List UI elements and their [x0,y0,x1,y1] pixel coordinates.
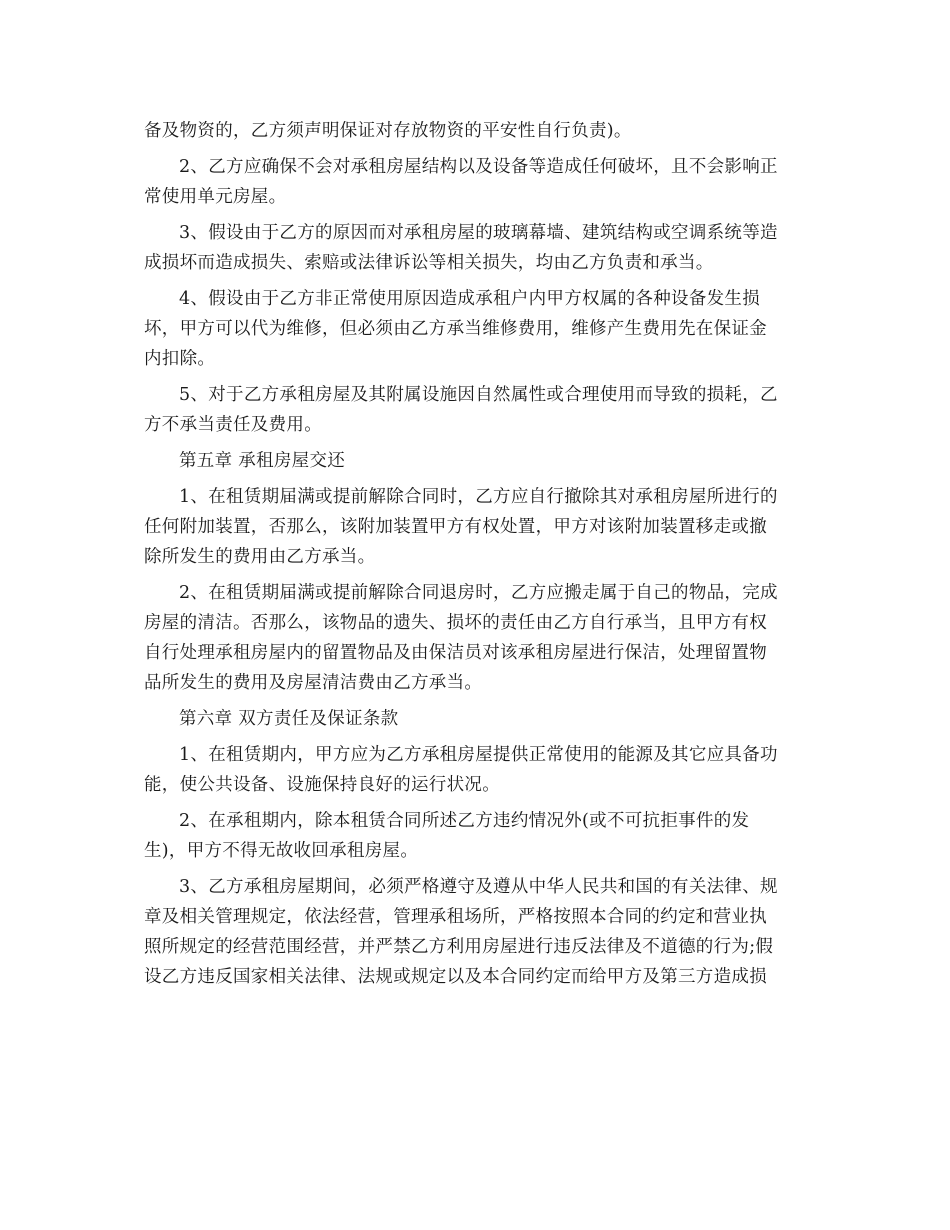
text-line: 设乙方违反国家相关法律、法规或规定以及本合同约定而给甲方及第三方造成损 [144,967,767,987]
text-line: 照所规定的经营范围经营，并严禁乙方利用房屋进行违反法律及不道德的行为;假 [144,937,774,957]
text-line: 备及物资的，乙方须声明保证对存放物资的平安性自行负责)。 [144,121,632,141]
text-line: 成损坏而造成损失、索赔或法律诉讼等相关损失，均由乙方负责和承当。 [144,253,714,273]
text-line: 3、乙方承租房屋期间，必须严格遵守及遵从中华人民共和国的有关法律、规 [179,877,778,897]
text-line: 生)，甲方不得无故收回承租房屋。 [144,841,419,861]
chapter-heading: 第六章 双方责任及保证条款 [179,709,399,729]
text-line: 2、在租赁期届满或提前解除合同退房时，乙方应搬走属于自己的物品，完成 [179,583,778,603]
text-line: 常使用单元房屋。 [144,187,287,207]
text-line: 4、假设由于乙方非正常使用原因造成承租户内甲方权属的各种设备发生损 [179,289,761,309]
text-line: 内扣除。 [144,349,216,369]
text-line: 房屋的清洁。否那么，该物品的遗失、损坏的责任由乙方自行承当，且甲方有权 [144,613,767,633]
text-line: 5、对于乙方承租房屋及其附属设施因自然属性或合理使用而导致的损耗，乙 [179,385,778,405]
text-line: 自行处理承租房屋内的留置物品及由保洁员对该承租房屋进行保洁，处理留置物 [144,643,767,663]
document-body [144,116,808,992]
text-line: 任何附加装置，否那么，该附加装置甲方有权处置，甲方对该附加装置移走或撤 [144,517,767,537]
text-line: 1、在租赁期届满或提前解除合同时，乙方应自行撤除其对承租房屋所进行的 [179,487,778,507]
text-line: 除所发生的费用由乙方承当。 [144,547,376,567]
text-line: 能，使公共设备、设施保持良好的运行状况。 [144,775,500,795]
chapter-heading: 第五章 承租房屋交还 [179,451,346,471]
text-line: 章及相关管理规定，依法经营，管理承租场所，严格按照本合同的约定和营业执 [144,907,767,927]
text-line: 1、在租赁期内，甲方应为乙方承租房屋提供正常使用的能源及其它应具备功 [179,745,778,765]
text-line: 3、假设由于乙方的原因而对承租房屋的玻璃幕墙、建筑结构或空调系统等造 [179,223,778,243]
text-line: 方不承当责任及费用。 [144,415,322,435]
text-line: 品所发生的费用及房屋清洁费由乙方承当。 [144,673,483,693]
text-line: 坏，甲方可以代为维修，但必须由乙方承当维修费用，维修产生费用先在保证金 [144,319,767,339]
text-line: 2、在承租期内，除本租赁合同所述乙方违约情况外(或不可抗拒事件的发 [179,811,750,831]
text-line: 2、乙方应确保不会对承租房屋结构以及设备等造成任何破坏，且不会影响正 [179,157,778,177]
